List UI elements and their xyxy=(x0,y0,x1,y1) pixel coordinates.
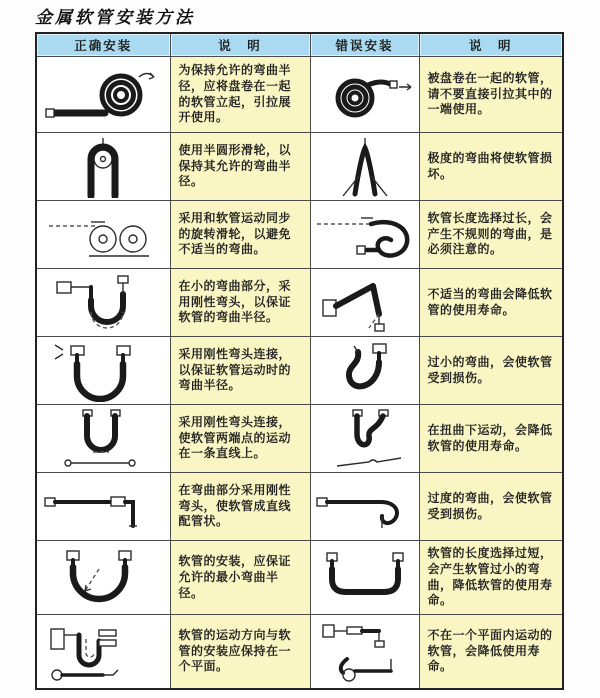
wrong-illustration-cell xyxy=(310,615,419,689)
u-hose-ends-moving-on-straight-line-icon xyxy=(39,408,167,470)
hose-extreme-pinched-bend-icon xyxy=(313,136,417,198)
wrong-note: 过小的弯曲，会使软管受到损伤。 xyxy=(419,337,563,405)
wrong-illustration-cell xyxy=(310,201,419,269)
wrong-illustration-cell xyxy=(310,337,419,405)
correct-illustration-cell xyxy=(36,541,170,615)
wrong-illustration-cell xyxy=(310,473,419,541)
hose-motion-out-of-plane-icon xyxy=(313,617,417,687)
u-hose-minimum-bend-radius-icon xyxy=(39,547,167,609)
correct-note: 采用和软管运动同步的旋转滑轮，以避免不适当的弯曲。 xyxy=(170,201,310,269)
hose-motion-kept-in-one-plane-icon xyxy=(39,617,167,687)
installation-method-table xyxy=(35,32,564,690)
correct-illustration-cell xyxy=(36,337,170,405)
correct-illustration-cell xyxy=(36,473,170,541)
wrong-note: 在扭曲下运动，会降低软管的使用寿命。 xyxy=(419,405,563,473)
header-wrong-note: 说 明 xyxy=(419,33,563,57)
table-row xyxy=(36,201,563,269)
table-row xyxy=(36,57,563,133)
wrong-note: 极度的弯曲将使软管损坏。 xyxy=(419,133,563,201)
u-hose-moving-under-twist-icon xyxy=(313,408,417,470)
table-row xyxy=(36,615,563,689)
correct-note: 为保持允许的弯曲半径，应将盘卷在一起的软管立起，引拉展开使用。 xyxy=(170,57,310,133)
wrong-note: 软管的长度选择过短，会产生软管过小的弯曲，降低软管的使用寿命。 xyxy=(419,541,563,615)
table-row xyxy=(36,405,563,473)
correct-note: 软管的安装，应保证允许的最小弯曲半径。 xyxy=(170,541,310,615)
u-hose-with-rigid-elbow-connections-icon xyxy=(39,340,167,402)
overlong-hose-irregular-loop-icon xyxy=(313,204,417,266)
correct-note: 采用刚性弯头连接，使软管两端点的运动在一条直线上。 xyxy=(170,405,310,473)
correct-illustration-cell xyxy=(36,405,170,473)
hose-over-semicircular-pulley-icon xyxy=(39,136,167,198)
correct-illustration-cell xyxy=(36,201,170,269)
wrong-illustration-cell xyxy=(310,269,419,337)
correct-note: 软管的运动方向与软管的安装应保持在一个平面。 xyxy=(170,615,310,689)
correct-note: 在弯曲部分采用刚性弯头，使软管成直线配管状。 xyxy=(170,473,310,541)
header-correct-install: 正确安装 xyxy=(36,33,170,57)
wrong-note: 不在一个平面内运动的软管，会降低使用寿命。 xyxy=(419,615,563,689)
correct-note: 在小的弯曲部分，采用刚性弯头，以保证软管的弯曲半径。 xyxy=(170,269,310,337)
wrong-illustration-cell xyxy=(310,133,419,201)
correct-illustration-cell xyxy=(36,615,170,689)
header-wrong-install: 错误安装 xyxy=(310,33,419,57)
correct-illustration-cell xyxy=(36,269,170,337)
correct-note: 使用半圆形滑轮，以保持其允许的弯曲半径。 xyxy=(170,133,310,201)
wrong-illustration-cell xyxy=(310,541,419,615)
hose-with-synchronized-rotating-pulleys-icon xyxy=(39,204,167,266)
table-row xyxy=(36,337,563,405)
table-row xyxy=(36,473,563,541)
straight-hose-overbent-end-icon xyxy=(313,476,417,538)
header-correct-note: 说 明 xyxy=(170,33,310,57)
improper-sharp-bend-at-fitting-icon xyxy=(313,272,417,334)
page-title: 金属软管安装方法 xyxy=(35,8,195,28)
table-row xyxy=(36,269,563,337)
coiled-hose-pulled-directly-icon xyxy=(313,63,417,127)
straight-hose-with-rigid-elbow-end-icon xyxy=(39,476,167,538)
wrong-note: 过度的弯曲，会使软管受到损伤。 xyxy=(419,473,563,541)
table-row xyxy=(36,541,563,615)
hose-with-too-small-bend-hook-icon xyxy=(313,340,417,402)
correct-note: 采用刚性弯头连接，以保证软管运动时的弯曲半径。 xyxy=(170,337,310,405)
wrong-note: 不适当的弯曲会降低软管的使用寿命。 xyxy=(419,269,563,337)
correct-illustration-cell xyxy=(36,133,170,201)
wrong-note: 被盘卷在一起的软管，请不要直接引拉其中的一端使用。 xyxy=(419,57,563,133)
header-row xyxy=(36,33,563,57)
wrong-illustration-cell xyxy=(310,405,419,473)
wrong-note: 软管长度选择过长，会产生不规则的弯曲，是必须注意的。 xyxy=(419,201,563,269)
coiled-hose-stood-up-and-unrolled-icon xyxy=(39,61,167,129)
too-short-hose-flattened-bend-icon xyxy=(313,547,417,609)
correct-illustration-cell xyxy=(36,57,170,133)
table-row xyxy=(36,133,563,201)
wrong-illustration-cell xyxy=(310,57,419,133)
rigid-elbow-at-small-bend-icon xyxy=(39,272,167,334)
